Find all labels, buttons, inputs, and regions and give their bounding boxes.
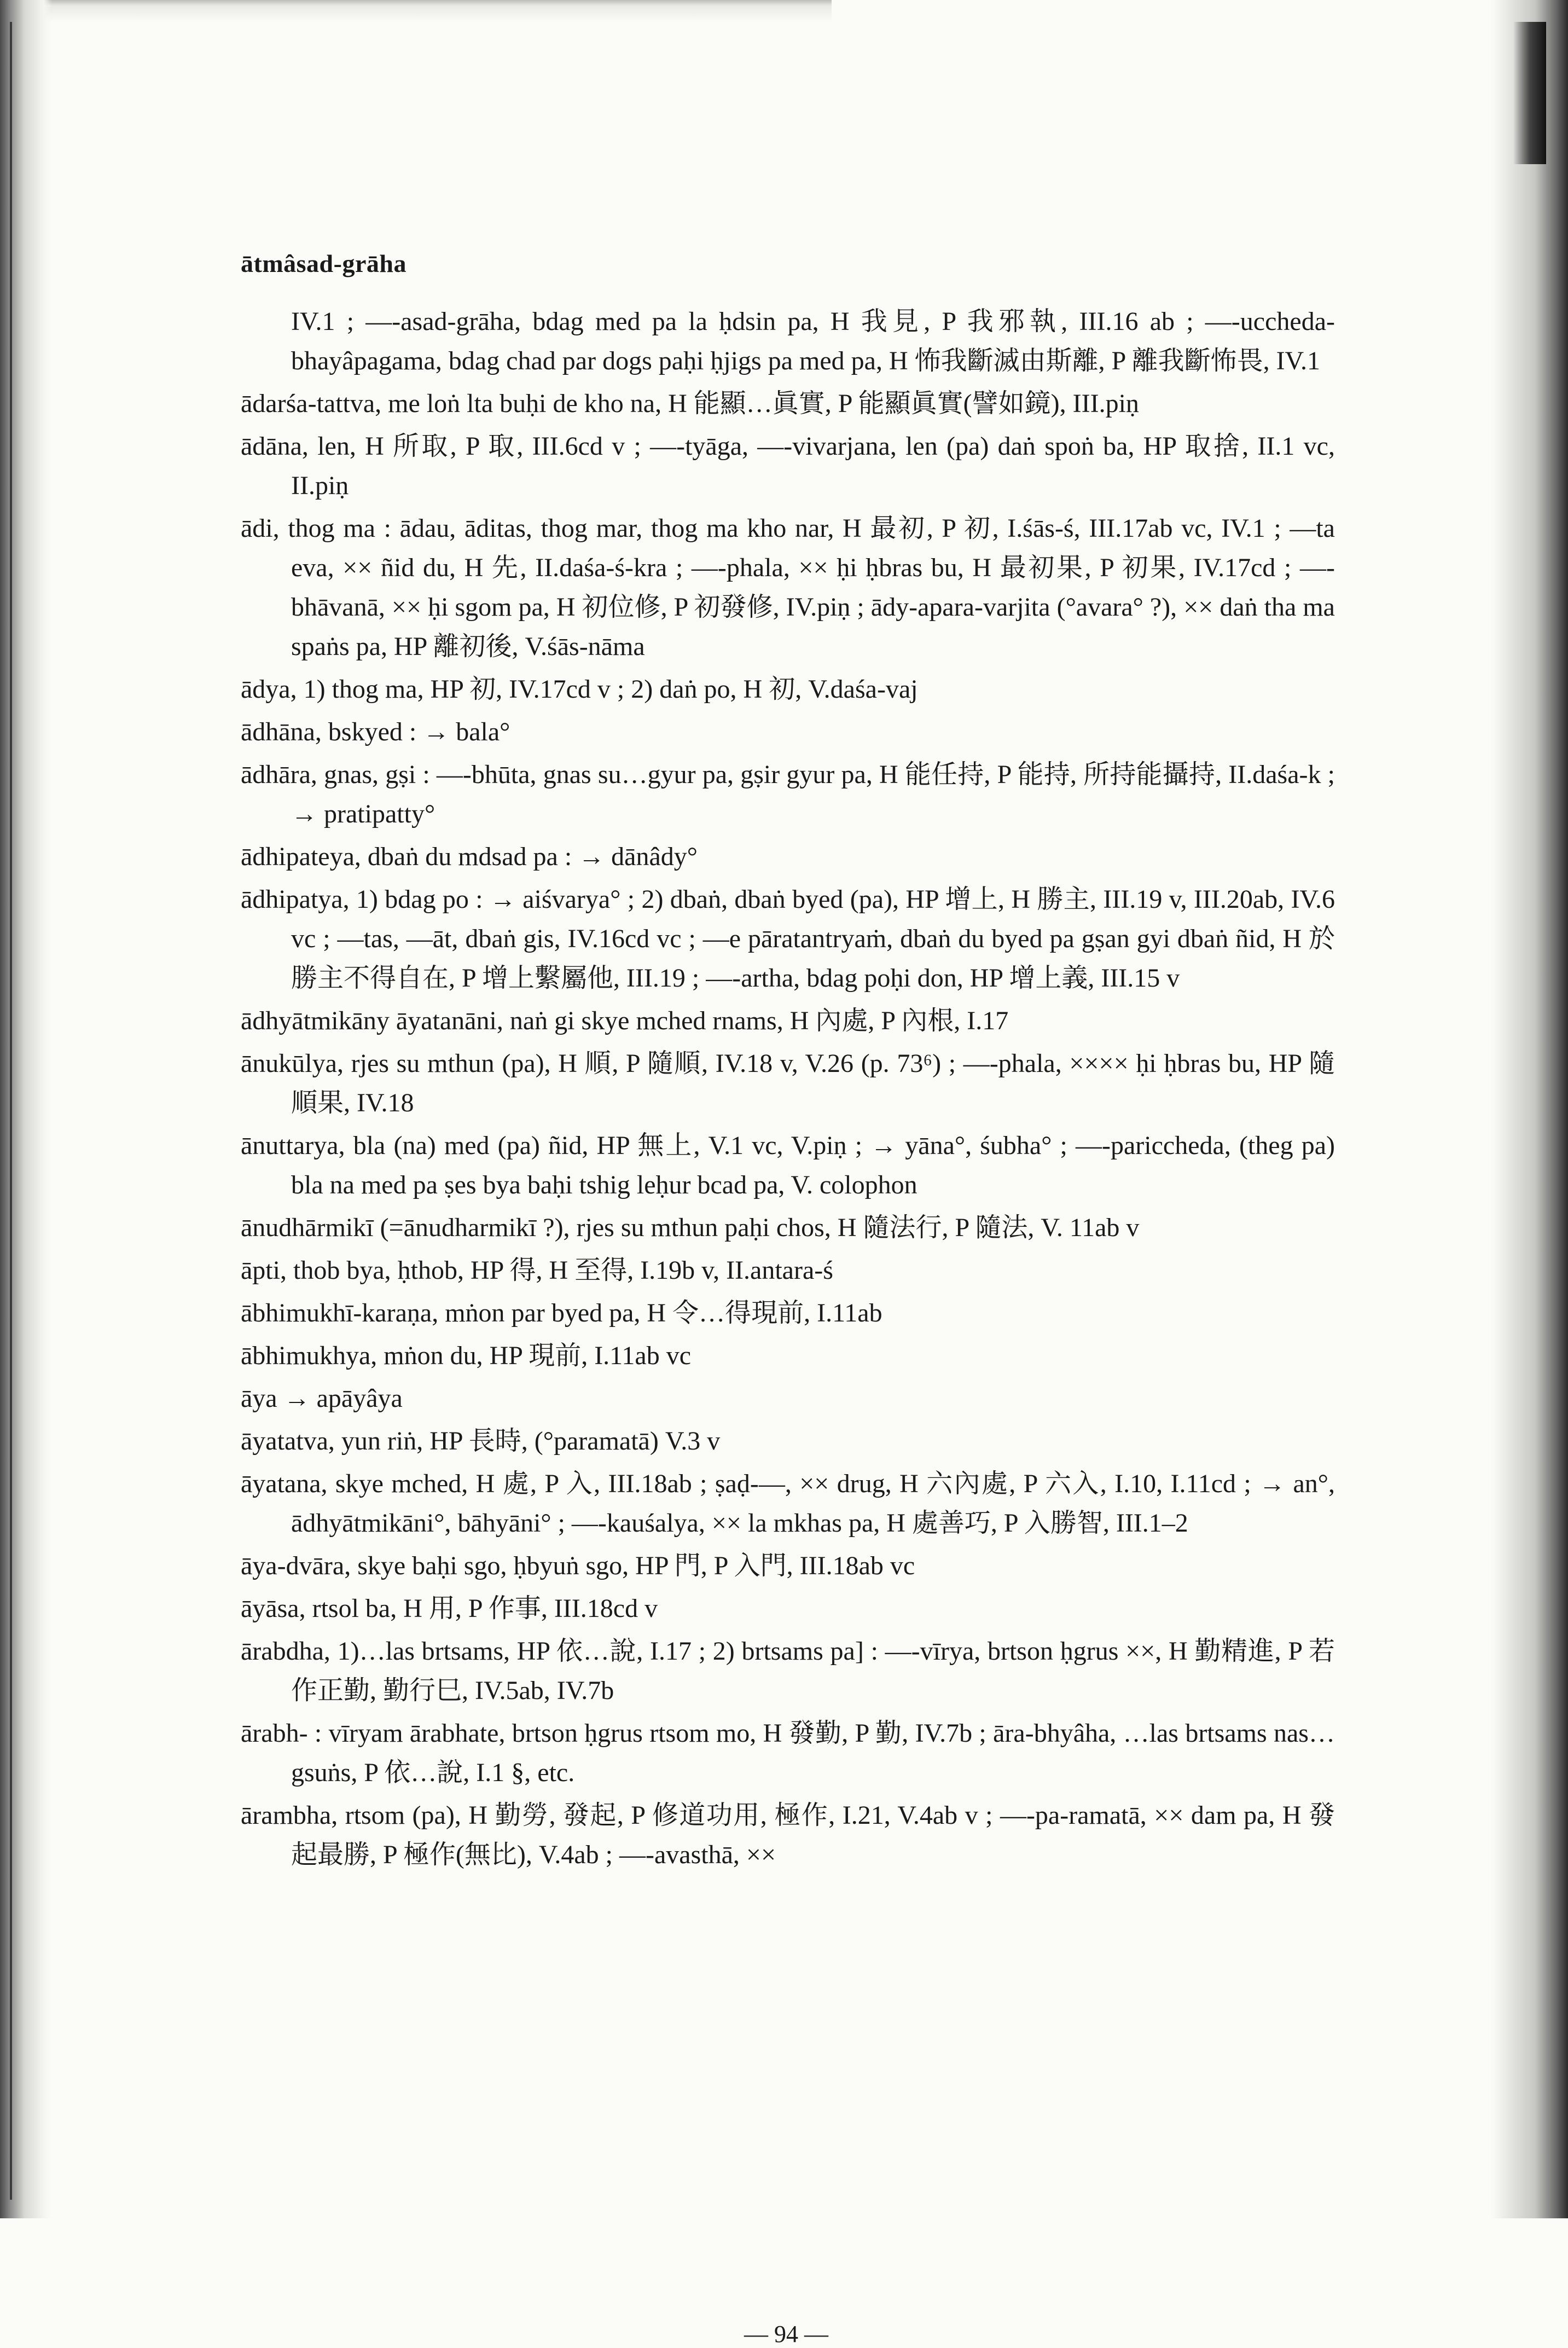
glossary-entry: ārabh- : vīryam ārabhate, brtson ḥgrus rtsom mo, H 發勤, P 勤, IV.7b ; āra-bhyâha, …las brtsams nas…gsuṅs, P 依…說, I.1 §, etc. [241,1719,1335,1787]
glossary-entry: ābhimukhya, mṅon du, HP 現前, I.11ab vc [241,1341,692,1370]
scan-top-shadow [0,0,832,33]
glossary-entry: ārambha, rtsom (pa), H 勤勞, 發起, P 修道功用, 極作, I.21, V.4ab v ; —-pa-ramatā, ×× dam pa, H 發起最勝, P 極作(無比), V.4ab ; —-avasthā, ×× [241,1801,1335,1869]
scan-left-shadow [0,0,52,2218]
glossary-entry: āya → apāyâya [241,1384,403,1413]
glossary-entry: ādhāna, bskyed : → bala° [241,717,510,746]
glossary-entry: ādhāra, gnas, gṣi : —-bhūta, gnas su…gyur pa, gṣir gyur pa, H 能任持, P 能持, 所持能攝持, II.daśa-k ; → pratipatty° [241,760,1335,828]
glossary-entry: āyatatva, yun riṅ, HP 長時, (°paramatā) V.3 v [241,1427,721,1456]
running-head: ātmâsad-grāha [241,250,406,277]
glossary-entry: āya-dvāra, skye baḥi sgo, ḥbyuṅ sgo, HP 門, P 入門, III.18ab vc [241,1551,915,1580]
glossary-entry: āyāsa, rtsol ba, H 用, P 作事, III.18cd v [241,1594,658,1623]
glossary-entry: ādhipateya, dbaṅ du mdsad pa : → dānâdy° [241,842,698,871]
glossary-entry: ādarśa-tattva, me loṅ lta buḥi de kho na, H 能顯…眞實, P 能顯眞實(譬如鏡), III.piṇ [241,389,1139,418]
glossary-entry: ādāna, len, H 所取, P 取, III.6cd v ; —-tyāga, —-vivarjana, len (pa) daṅ spoṅ ba, HP 取捨, II.1 vc, II.piṇ [241,432,1335,500]
glossary-page [241,249,1335,1878]
glossary-entry: ānuttarya, bla (na) med (pa) ñid, HP 無上, V.1 vc, V.piṇ ; → yāna°, śubha° ; —-pariccheda, (theg pa) bla na med pa ṣes bya baḥi tshig leḥur bcad pa, V. colophon [241,1131,1335,1199]
glossary-entry: ābhimukhī-karaṇa, mṅon par byed pa, H 令…得現前, I.11ab [241,1298,882,1327]
glossary-entry: ādi, thog ma : ādau, āditas, thog mar, thog ma kho nar, H 最初, P 初, I.śās-ś, III.17ab vc, IV.1 ; —ta eva, ×× ñid du, H 先, II.daśa-ś-kra ; —-phala, ×× ḥi ḥbras bu, H 最初果, P 初果, IV.17cd ; —-bhāvanā, ×× ḥi sgom pa, H 初位修, P 初發修, IV.piṇ ; ādy-apara-varjita (°avara° ?), ×× daṅ tha ma spaṅs pa, HP 離初後, V.śās-nāma [241,514,1335,661]
glossary-entry: āpti, thob bya, ḥthob, HP 得, H 至得, I.19b v, II.antara-ś [241,1256,833,1285]
scan-corner-mark [1513,22,1546,164]
glossary-entry: ārabdha, 1)…las brtsams, HP 依…說, I.17 ; 2) brtsams pa] : —-vīrya, brtson ḥgrus ××, H 勤精進, P 若作正勤, 勤行巳, IV.5ab, IV.7b [241,1637,1335,1705]
glossary-entry: āyatana, skye mched, H 處, P 入, III.18ab ; ṣaḍ-—, ×× drug, H 六內處, P 六入, I.10, I.11cd ; → an°, ādhyātmikāni°, bāhyāni° ; —-kauśalya, ×× la mkhas pa, H 處善巧, P 入勝智, III.1–2 [241,1469,1335,1538]
glossary-entry: ādya, 1) thog ma, HP 初, IV.17cd v ; 2) daṅ po, H 初, V.daśa-vaj [241,675,918,704]
page-number: — 94 — [744,2321,828,2347]
scan-right-shadow [1491,0,1568,2218]
glossary-entry: IV.1 ; —-asad-grāha, bdag med pa la ḥdsin pa, H 我見, P 我邪執, III.16 ab ; —-uccheda-bhayâpagama, bdag chad par dogs paḥi ḥjigs pa med pa, H 怖我斷滅由斯離, P 離我斷怖畏, IV.1 [291,307,1335,375]
glossary-entry: ādhipatya, 1) bdag po : → aiśvarya° ; 2) dbaṅ, dbaṅ byed (pa), HP 增上, H 勝主, III.19 v, III.20ab, IV.6 vc ; —tas, —āt, dbaṅ gis, IV.16cd vc ; —e pāratantryaṁ, dbaṅ du byed pa gṣan gyi dbaṅ ñid, H 於勝主不得自在, P 增上繫屬他, III.19 ; —-artha, bdag poḥi don, HP 增上義, III.15 v [241,885,1335,993]
glossary-entry: ānudhārmikī (=ānudharmikī ?), rjes su mthun paḥi chos, H 隨法行, P 隨法, V. 11ab v [241,1213,1140,1242]
glossary-entry: ānukūlya, rjes su mthun (pa), H 順, P 隨順, IV.18 v, V.26 (p. 73⁶) ; —-phala, ×××× ḥi ḥbras bu, HP 隨順果, IV.18 [241,1049,1335,1117]
scan-left-binding-line [10,22,12,2200]
glossary-entry: ādhyātmikāny āyatanāni, naṅ gi skye mched rnams, H 內處, P 內根, I.17 [241,1006,1009,1035]
